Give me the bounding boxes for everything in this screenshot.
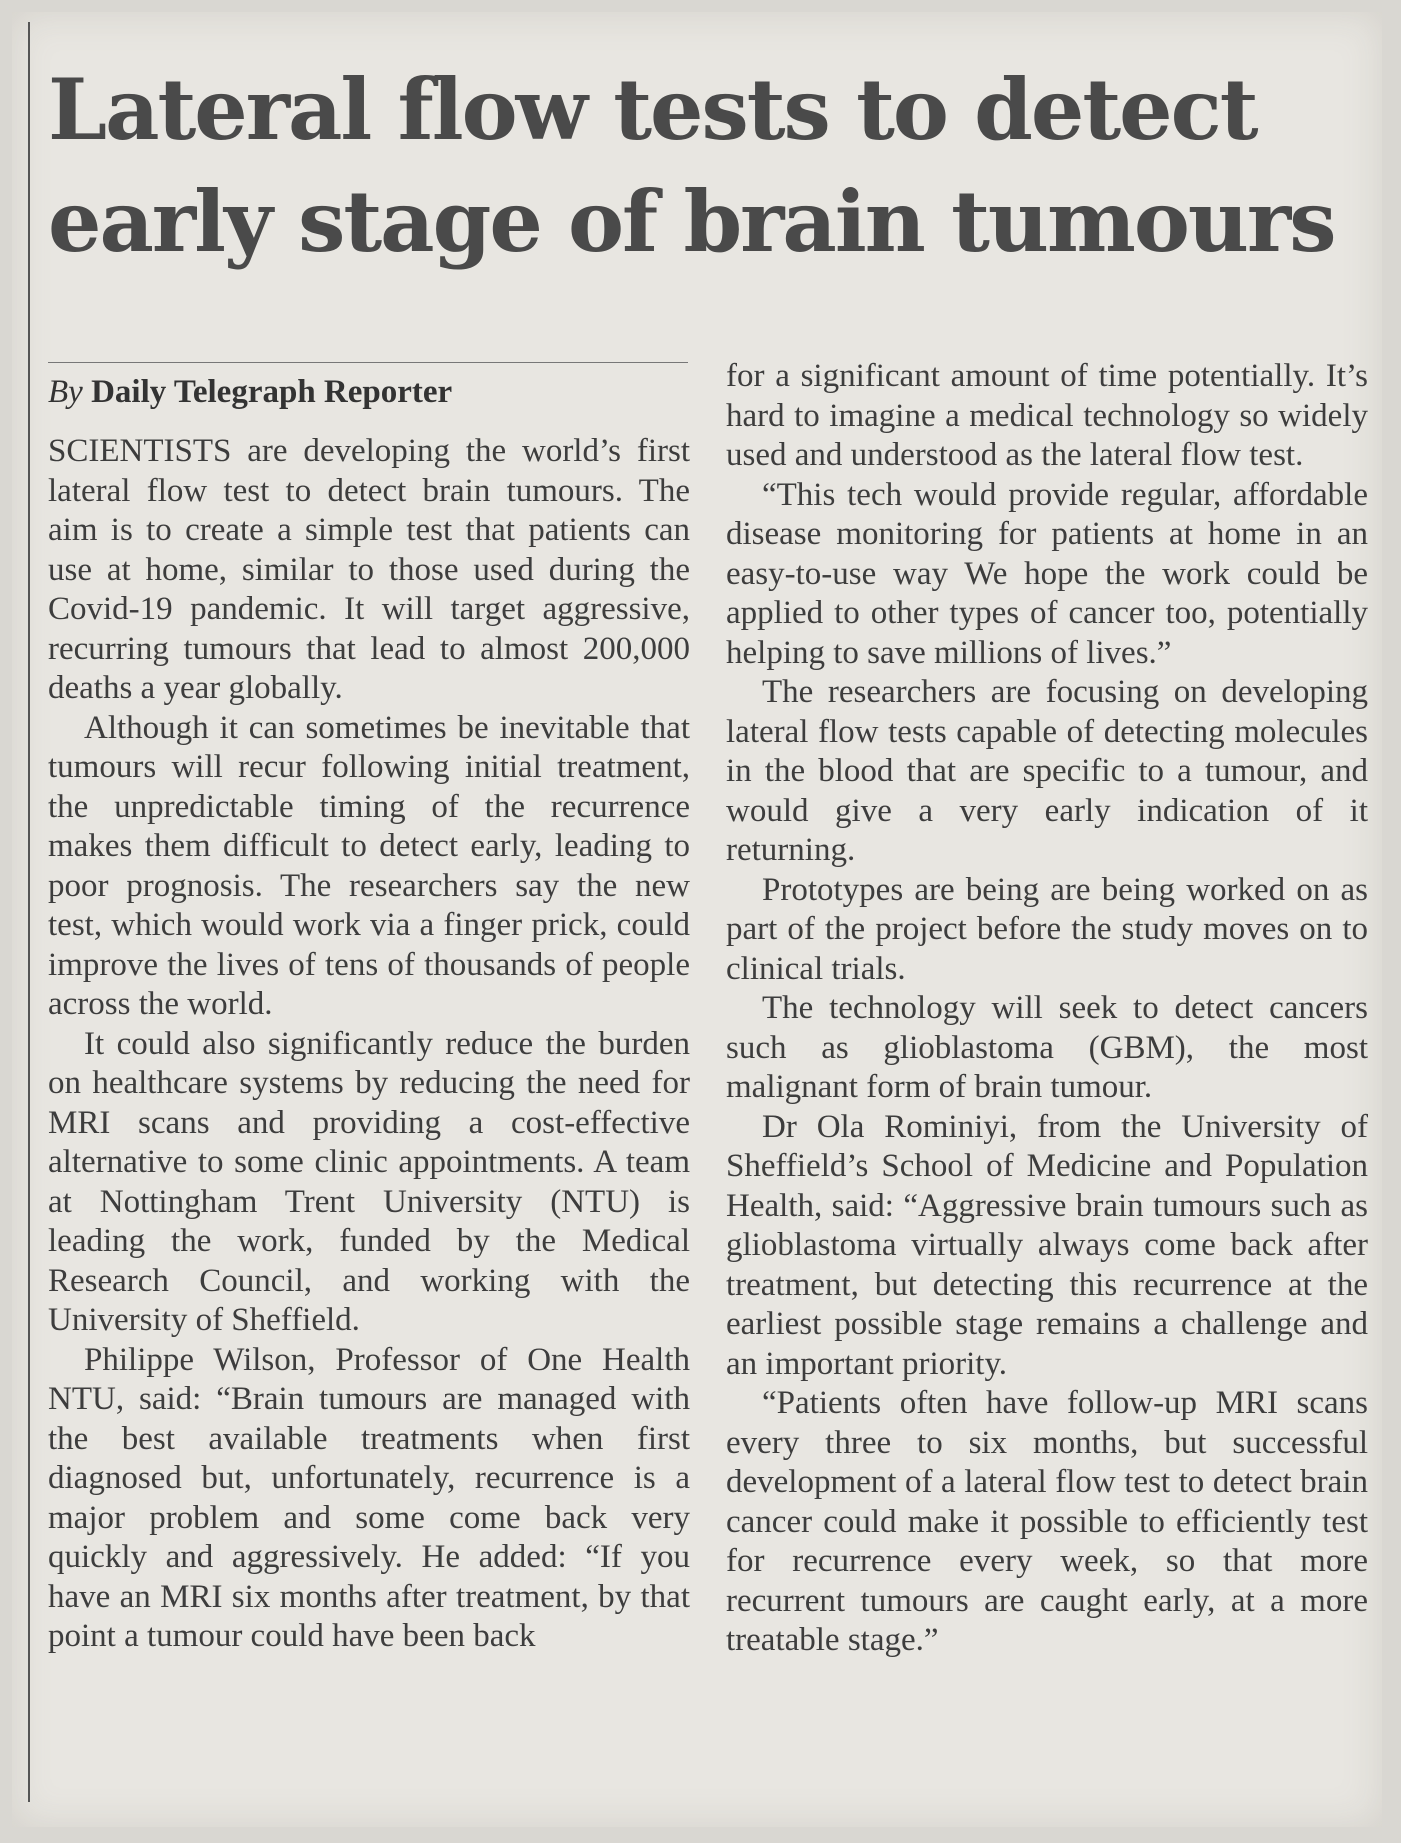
paragraph: Philippe Wilson, Professor of One Health NTU, said: “Brain tumours are managed with the best available treatments when first diagnosed but, unfortunately, recurrence is a major problem and some come back very quickly and aggressively. He added: “If you have an MRI six months after treatment, by that point a tumour could have been back: [48, 1341, 690, 1654]
byline-divider: [48, 362, 688, 363]
article-column-left: [48, 432, 690, 1657]
paragraph: Prototypes are being are being worked on as part of the project before the study moves on to clinical trials.: [726, 871, 1368, 987]
headline: Lateral flow tests to detect early stage of brain tumours: [48, 60, 1335, 271]
paragraph: for a significant amount of time potentially. It’s hard to imagine a medical technology so widely used and understood as the lateral flow test.: [726, 358, 1368, 473]
column-rule: [28, 22, 30, 1802]
byline-author: Daily Telegraph Reporter: [91, 374, 453, 410]
paragraph: Although it can sometimes be inevitable that tumours will recur following initial treatment, the unpredictable timing of the recurrence makes them difficult to detect early, leading to poor prognosis. The researchers say the new test, which would work via a finger prick, could improve the lives of tens of thousands of people across the world.: [48, 709, 690, 1022]
paragraph: “Patients often have follow-up MRI scans every three to six months, but successful development of a lateral flow test to detect brain cancer could make it possible to efficiently test for recurrence every week, so that more recurrent tumours are caught early, at a more treatable stage.”: [726, 1385, 1368, 1658]
newspaper-clipping: [12, 12, 1382, 1827]
paragraph: SCIENTISTS are developing the world’s first lateral flow test to detect brain tumours. The aim is to create a simple test that patients can use at home, similar to those used during the Covid-19 pandemic. It will target aggressive, recurring tumours that lead to almost 200,000 deaths a year globally.: [48, 433, 690, 706]
paragraph: It could also significantly reduce the burden on healthcare systems by reducing the need for MRI scans and providing a cost-effective alternative to some clinic appointments. A team at Nottingham Trent University (NTU) is leading the work, funded by the Medical Research Council, and working with the University of Sheffield.: [48, 1025, 690, 1338]
byline-prefix: By: [48, 374, 83, 410]
paragraph: “This tech would provide regular, affordable disease monitoring for patients at home in an easy-to-use way We hope the work could be applied to other types of cancer too, potentially helping to save millions of lives.”: [726, 476, 1368, 671]
paragraph: The technology will seek to detect cancers such as glioblastoma (GBM), the most malignant form of brain tumour.: [726, 990, 1368, 1105]
paragraph: Dr Ola Rominiyi, from the University of Sheffield’s School of Medicine and Population Health, said: “Aggressive brain tumours such as glioblastoma virtually always come back after treatment, but detecting this recurrence at the earliest possible stage remains a challenge and an important priority.: [726, 1108, 1368, 1382]
paragraph: The researchers are focusing on developing lateral flow tests capable of detecting molecules in the blood that are specific to a tumour, and would give a very early indication of it returning.: [726, 674, 1368, 868]
byline: [48, 372, 688, 412]
article-column-right: [726, 357, 1368, 1661]
